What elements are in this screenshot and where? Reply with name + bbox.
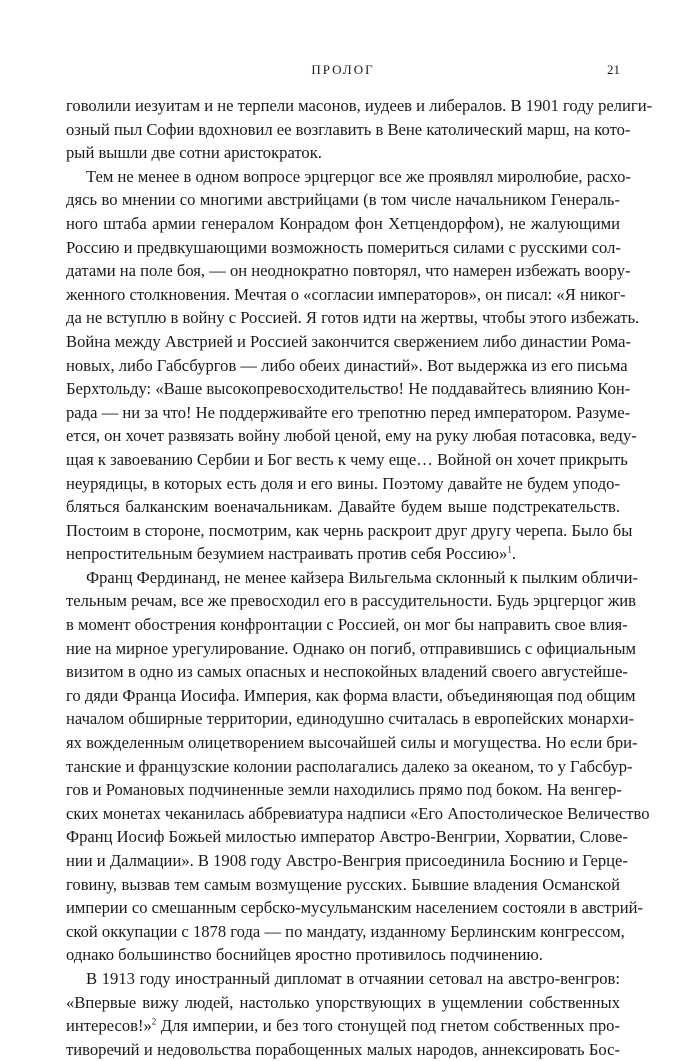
page-number: 21	[607, 62, 620, 77]
footnote-marker[interactable]: 1	[507, 544, 512, 555]
text-line: озный пыл Софии вдохновил ее возглавить в Вене католический марш, на кото-	[66, 119, 631, 139]
text-line: тиворечий и недовольства порабощенных малых народов, аннексировать Бос-	[66, 1039, 620, 1059]
text-line-content: интересов!»	[66, 1016, 152, 1036]
text-line: Франц Фердинанд, не менее кайзера Вильгельма склонный к пылким обличи-	[86, 567, 639, 587]
paragraph	[66, 165, 640, 566]
paragraph	[66, 967, 620, 1061]
text-line: ских монетах чеканилась аббревиатура надписи «Его Апостолическое Величество	[66, 803, 650, 823]
text-line: Война между Австрией и Россией закончится свержением либо династии Рома-	[66, 331, 632, 351]
paragraph	[66, 94, 653, 165]
text-line: началом обширные территории, единодушно считалась в европейских монархи-	[66, 709, 635, 729]
text-line: Берхтольду: «Ваше высокопревосходительство! Не поддавайтесь влиянию Кон-	[66, 379, 631, 399]
text-line: рый вышли две сотни аристократок.	[66, 143, 322, 163]
running-header	[66, 62, 620, 82]
text-line: Постоим в стороне, посмотрим, как чернь раскроит друг другу черепа. Было бы	[66, 520, 633, 540]
text-line: Россию и предвкушающими возможность помериться силами с русскими сол-	[66, 237, 621, 257]
text-line: Франц Иосиф Божьей милостью император Австро-Венгрии, Хорватии, Слове-	[66, 827, 628, 847]
paragraph	[66, 566, 650, 967]
text-line: Тем не менее в одном вопросе эрцгерцог все же проявлял миролюбие, расхо-	[86, 166, 631, 186]
chapter-title: ПРОЛОГ	[311, 62, 375, 77]
text-line: рада — ни за что! Не поддерживайте его трепотню перед императором. Разуме-	[66, 402, 631, 422]
text-line: В 1913 году иностранный дипломат в отчаянии сетовал на австро-венгров:	[86, 968, 620, 988]
text-line: щая к завоеванию Сербии и Бог весть к чему еще… Войной он хочет прикрыть	[66, 449, 628, 469]
text-line: дясь во мнении со многими австрийцами (в том числе начальником Генераль-	[66, 190, 620, 210]
text-line: неурядицы, в которых есть доля и его вины. Поэтому давайте не будем уподо-	[66, 473, 620, 493]
text-line: непростительным безумием настраивать против себя Россию»$^1$.	[66, 544, 516, 564]
text-line: датами на поле боя, — он неоднократно повторял, что намерен избежать воору-	[66, 261, 631, 281]
text-line-content: непростительным безумием настраивать против себя Россию»	[66, 544, 508, 564]
text-line: визитом в одно из самых опасных и неспокойных владений своего августейше-	[66, 662, 628, 682]
text-line: го дяди Франца Иосифа. Империя, как форма власти, объединяющая под общим	[66, 685, 636, 705]
text-line: нии и Далмации». В 1908 году Австро-Венгрия присоединила Боснию и Герце-	[66, 851, 628, 870]
text-line: говолили иезуитам и не терпели масонов, иудеев и либералов. В 1901 году религи-	[66, 96, 653, 115]
text-line: империи со смешанным сербско-мусульманским населением состояли в австрий-	[66, 898, 644, 918]
text-line: женного столкновения. Мечтая о «согласии императоров», он писал: «Я никог-	[66, 284, 626, 304]
text-line: гов и Романовых подчиненные земли находились прямо под боком. На венгер-	[66, 780, 622, 800]
text-line: говину, вызвав тем самым возмущение русских. Бывшие владения Османской	[66, 874, 620, 894]
footnote-marker[interactable]: 2	[151, 1016, 157, 1027]
text-line: тельным речам, все же превосходил его в рассудительности. Будь эрцгерцог жив	[66, 591, 637, 611]
text-line-content: Для империи, и без того стонущей под гнетом собственных про-	[156, 1016, 620, 1036]
text-line: да не вступлю в войну с Россией. Я готов идти на жертвы, чтобы этого избежать.	[66, 308, 640, 328]
text-line: ние на мирное урегулирование. Однако он погиб, отправившись с официальным	[66, 638, 637, 658]
body-text	[66, 94, 653, 1061]
text-line: новых, либо Габсбургов — либо обеих династий». Вот выдержка из его письма	[66, 355, 628, 375]
text-line	[66, 1014, 620, 1038]
text-line: в момент обострения конфронтации с Россией, он мог бы направить свое влия-	[66, 615, 628, 635]
text-line: «Впервые вижу людей, настолько упорствующих в ущемлении собственных	[66, 992, 620, 1012]
text-line: ской оккупации с 1878 года — по мандату, изданному Берлинским конгрессом,	[66, 921, 625, 941]
text-line: бляться балканским военачальникам. Давайте будем выше подстрекательств.	[66, 497, 620, 517]
text-line: танские и французские колонии располагались далеко за океаном, то у Габсбур-	[66, 756, 633, 776]
text-line: ях вожделенным олицетворением высочайшей силы и могущества. Но если бри-	[66, 733, 638, 753]
text-line: ного штаба армии генералом Конрадом фон Хетцендорфом), не жалующими	[66, 213, 620, 233]
text-line: однако большинство боснийцев яростно противилось подчинению.	[66, 945, 543, 965]
text-line: ется, он хочет развязать войну любой ценой, ему на руку любая потасовка, веду-	[66, 426, 637, 446]
